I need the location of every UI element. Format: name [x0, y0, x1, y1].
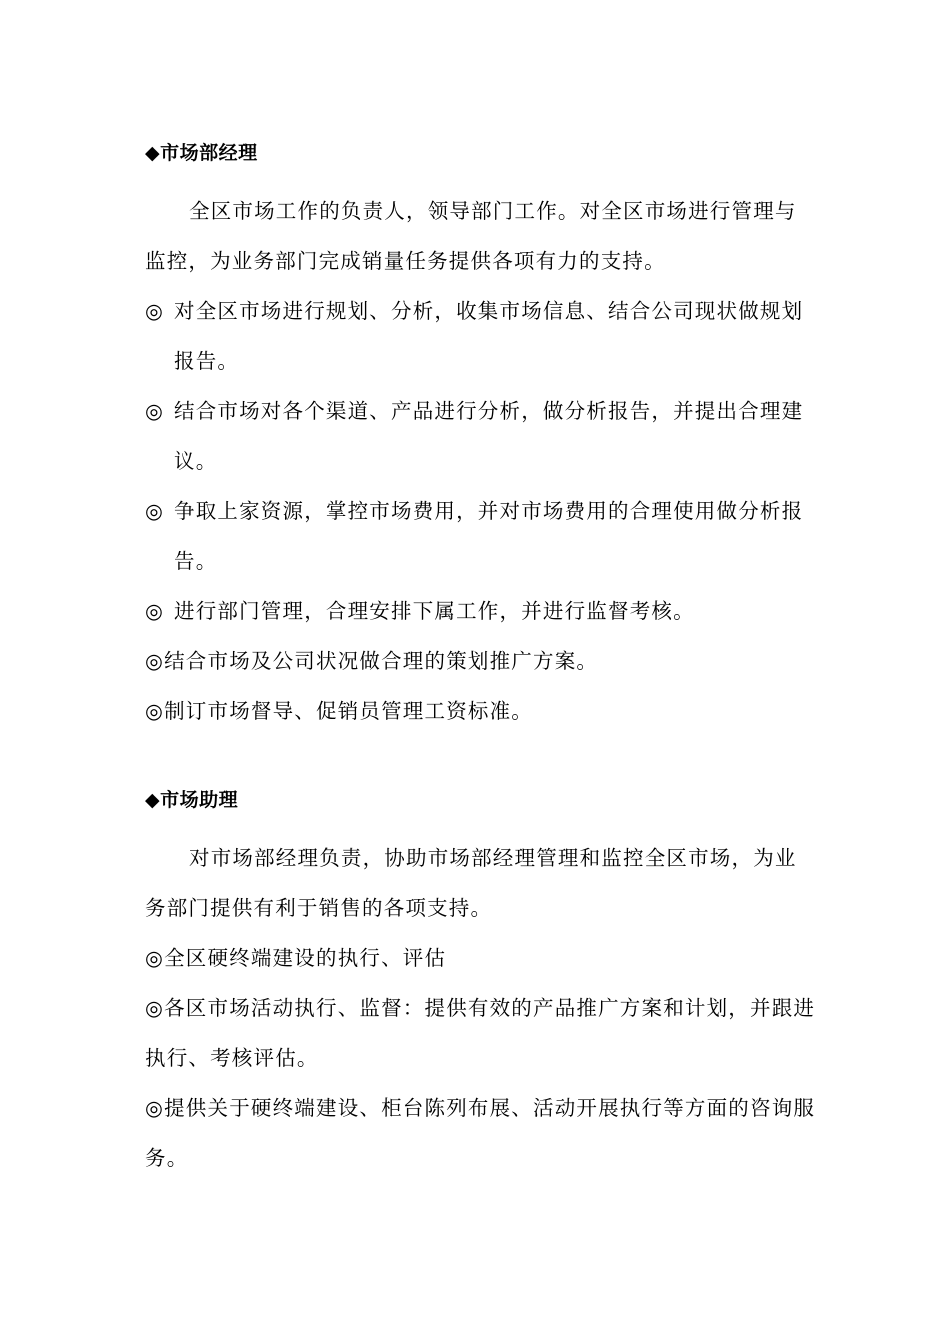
section-heading: ◆市场助理 — [145, 789, 239, 811]
duty-text: 各区市场活动执行、监督：提供有效的产品推广方案和计划，并跟进执行、考核评估。 — [145, 996, 816, 1070]
bullet-icon: ◎ — [145, 499, 165, 523]
duty-item — [145, 636, 817, 686]
duty-item — [145, 586, 817, 636]
duty-item — [145, 983, 817, 1083]
bullet-icon: ◎ — [145, 649, 165, 673]
bullet-icon: ◎ — [145, 299, 165, 323]
section-marketing-manager — [145, 136, 817, 736]
section-intro: 对市场部经理负责，协助市场部经理管理和监控全区市场，为业务部门提供有利于销售的各项支持。 — [145, 846, 797, 920]
section-intro: 全区市场工作的负责人，领导部门工作。对全区市场进行管理与监控，为业务部门完成销量任务提供各项有力的支持。 — [145, 199, 797, 273]
bullet-icon: ◎ — [145, 946, 165, 970]
bullet-icon: ◎ — [145, 699, 165, 723]
duty-item — [145, 486, 817, 586]
bullet-icon: ◎ — [145, 1096, 165, 1120]
duty-text: 制订市场督导、促销员管理工资标准。 — [164, 699, 533, 723]
duty-item — [145, 1083, 817, 1183]
duty-item — [145, 933, 817, 983]
duty-text: 结合市场对各个渠道、产品进行分析，做分析报告，并提出合理建议。 — [174, 399, 804, 473]
bullet-icon: ◎ — [145, 399, 165, 423]
duty-text: 全区硬终端建设的执行、评估 — [164, 946, 447, 970]
duty-text: 对全区市场进行规划、分析，收集市场信息、结合公司现状做规划报告。 — [174, 299, 804, 373]
duty-text: 结合市场及公司状况做合理的策划推广方案。 — [164, 649, 599, 673]
bullet-icon: ◎ — [145, 996, 165, 1020]
duty-item — [145, 686, 817, 736]
duty-text: 进行部门管理，合理安排下属工作，并进行监督考核。 — [174, 599, 695, 623]
section-heading: ◆市场部经理 — [145, 142, 258, 164]
duty-text: 争取上家资源，掌控市场费用，并对市场费用的合理使用做分析报告。 — [174, 499, 804, 573]
bullet-icon: ◎ — [145, 599, 165, 623]
duty-item — [145, 286, 817, 386]
section-marketing-assistant — [145, 783, 817, 1183]
duty-text: 提供关于硬终端建设、柜台陈列布展、活动开展执行等方面的咨询服务。 — [145, 1096, 816, 1170]
duty-item — [145, 386, 817, 486]
